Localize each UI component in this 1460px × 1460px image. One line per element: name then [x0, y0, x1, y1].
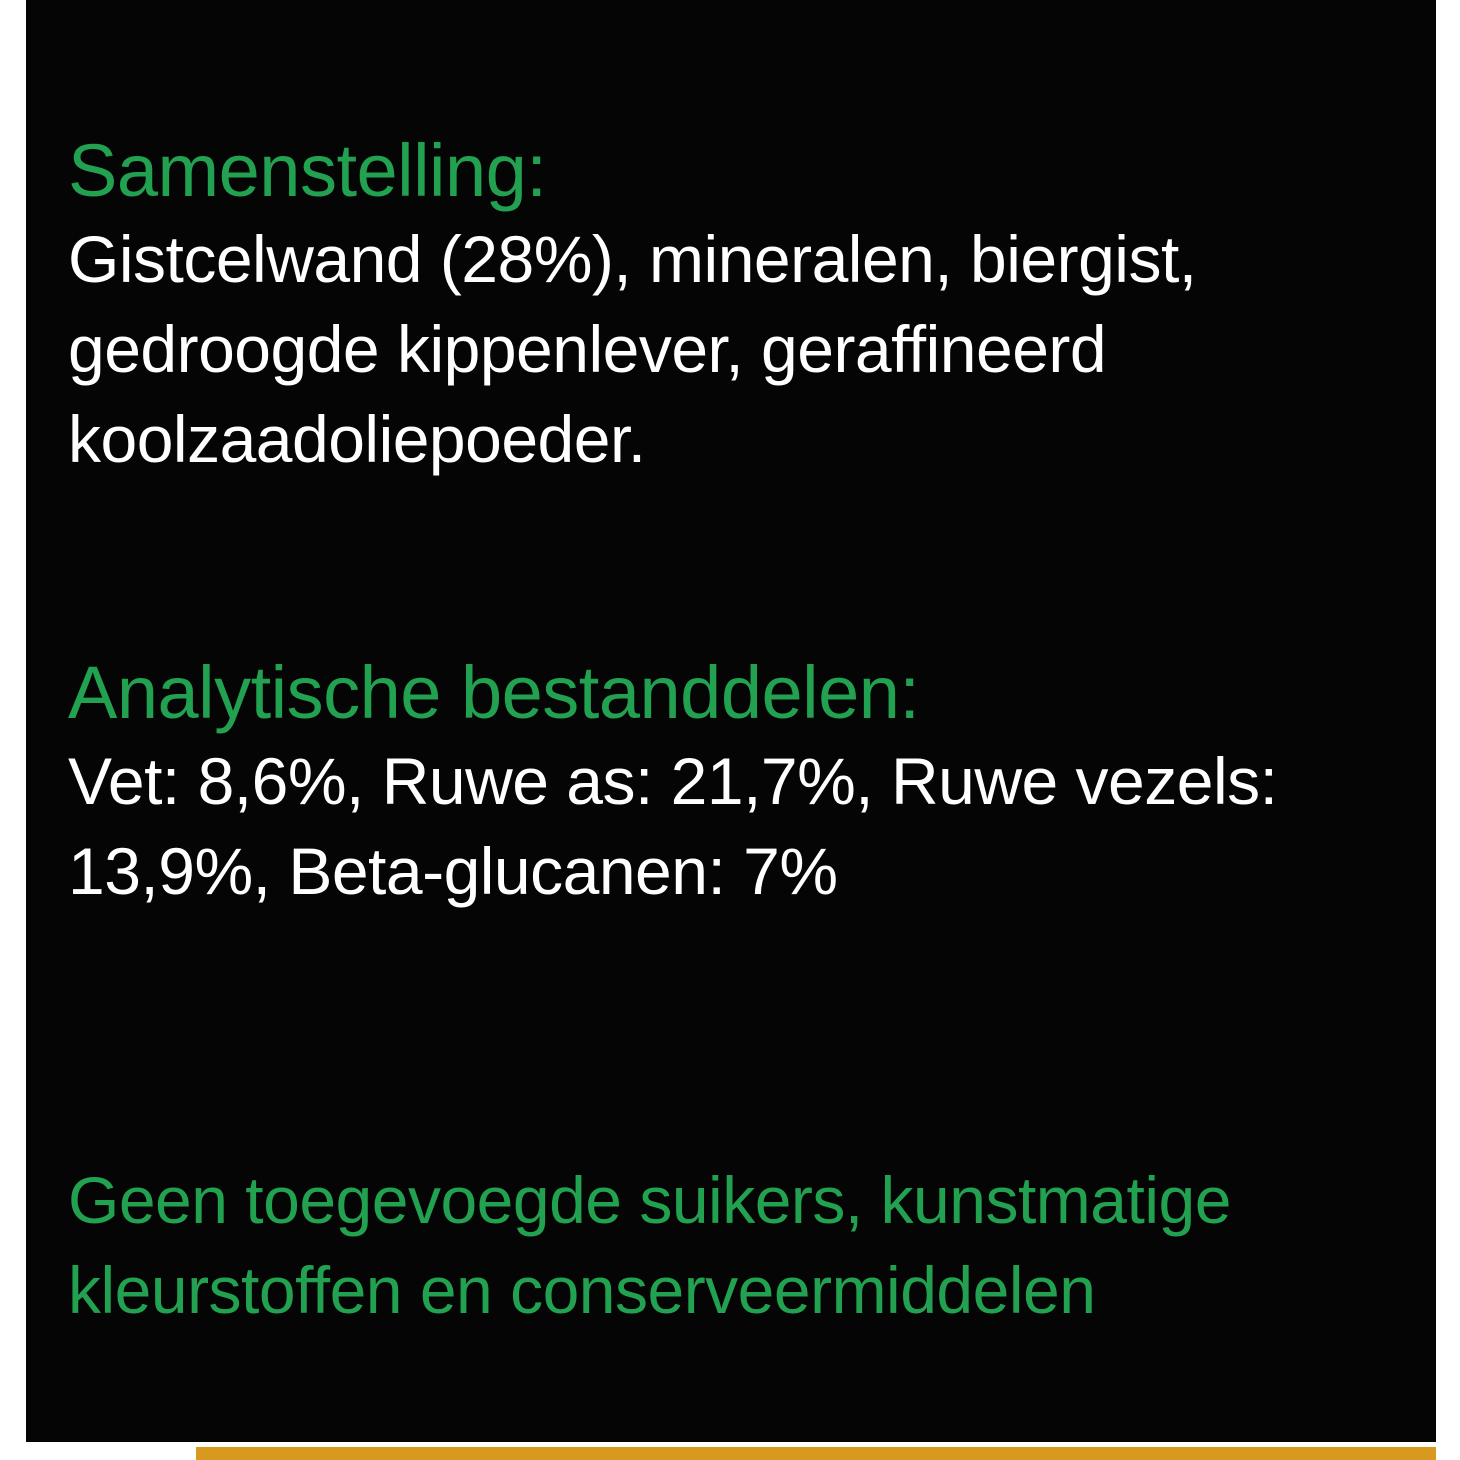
claim-section — [68, 1155, 1448, 1335]
analytical-text: Vet: 8,6%, Ruwe as: 21,7%, Ruwe vezels: 13,9%, Beta-glucanen: 7% — [68, 744, 1278, 908]
analytical-heading: Analytische bestanddelen: — [68, 651, 920, 734]
composition-text: Gistcelwand (28%), mineralen, biergist, gedroogde kippenlever, geraffineerd koolzaadoliepoeder. — [68, 222, 1197, 476]
composition-heading: Samenstelling: — [68, 129, 547, 212]
claim-line-2: kleurstoffen en conserveermiddelen — [68, 1253, 1096, 1327]
label-panel — [26, 0, 1436, 1442]
analytical-section — [68, 650, 1398, 916]
claim-line-1: Geen toegevoegde suikers, kunstmatige — [68, 1163, 1231, 1237]
bottom-accent-strip — [196, 1447, 1436, 1460]
composition-section — [68, 128, 1398, 484]
